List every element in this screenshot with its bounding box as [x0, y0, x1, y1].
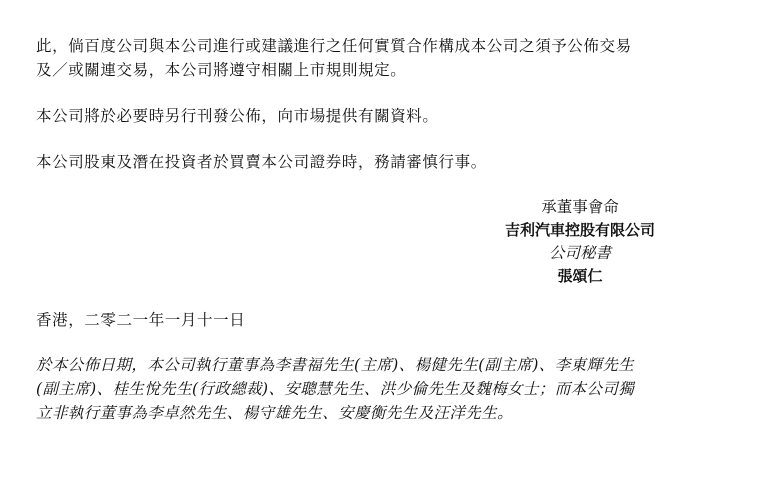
signatory-title: 公司秘書	[548, 244, 611, 262]
caution-paragraph: 本公司股東及潛在投資者於買賣本公司證券時，務請審慎行事。	[36, 153, 487, 171]
date-line: 香港，二零二一年一月十一日	[36, 311, 246, 329]
disclosure-line-1: 此，倘百度公司與本公司進行或建議進行之任何實質合作構成本公司之須予公佈交易	[36, 37, 632, 55]
disclosure-line-2: 及／或關連交易，本公司將遵守相關上市規則規定。	[36, 61, 407, 79]
directors-line-3: 立非執行董事為李卓然先生、楊守雄先生、安慶衡先生及汪洋先生。	[36, 404, 514, 422]
signatory-name: 張頌仁	[557, 267, 603, 285]
by-order-of-board: 承董事會命	[541, 198, 619, 216]
directors-line-2: (副主席)、桂生悅先生(行政總裁)、安聰慧先生、洪少倫先生及魏梅女士；而本公司獨	[36, 380, 635, 398]
company-name: 吉利汽車控股有限公司	[504, 221, 655, 239]
signature-block	[420, 196, 660, 288]
directors-paragraph	[36, 353, 726, 425]
directors-line-1: 於本公佈日期，本公司執行董事為李書福先生(主席)、楊健先生(副主席)、李東輝先生	[36, 356, 635, 374]
further-announcement-paragraph: 本公司將於必要時另行刊發公佈，向市場提供有關資料。	[36, 107, 439, 125]
disclosure-paragraph	[36, 34, 726, 82]
